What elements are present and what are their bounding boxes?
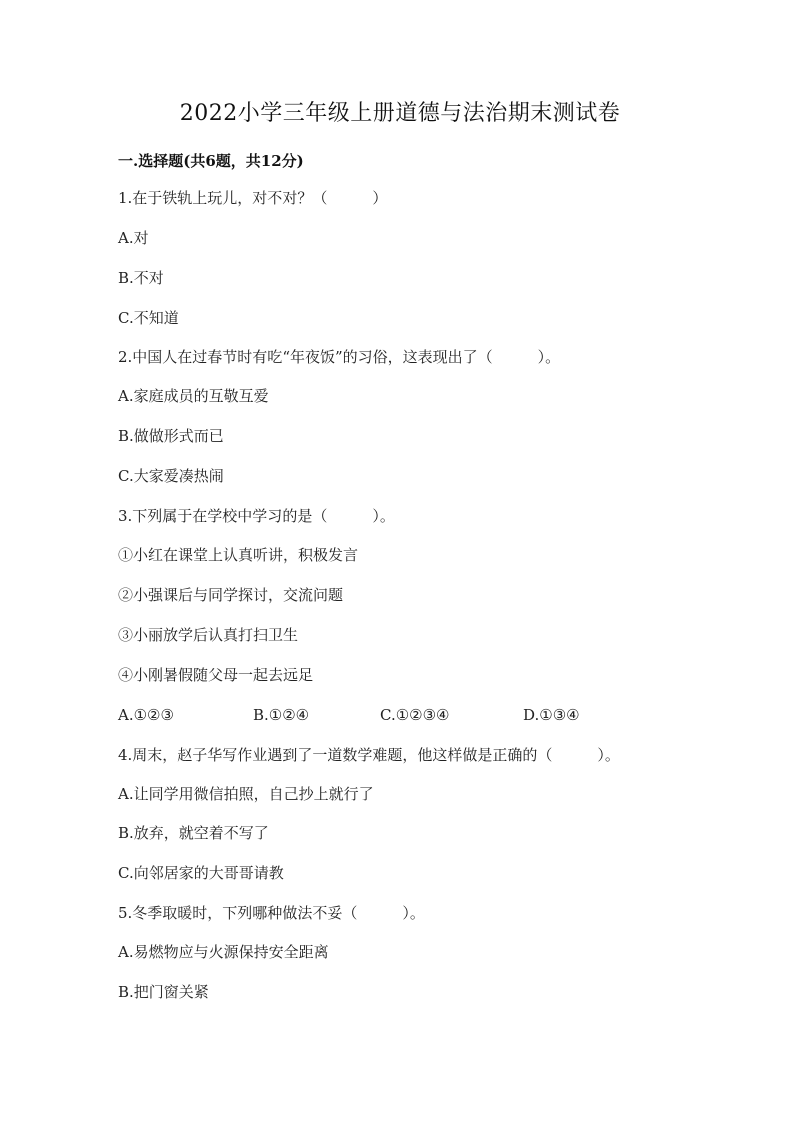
question-3-option-d: D.①③④	[523, 706, 580, 724]
question-3-option-b: B.①②④	[253, 706, 310, 724]
question-5-stem: 5.冬季取暖时，下列哪种做法不妥（ ）。	[118, 904, 425, 922]
question-1-option-a: A.对	[118, 229, 149, 247]
section-heading: 一.选择题(共6题，共12分)	[118, 152, 304, 170]
question-4-option-b: B.放弃，就空着不写了	[118, 824, 269, 842]
question-4-stem: 4.周末，赵子华写作业遇到了一道数学难题，他这样做是正确的（ ）。	[118, 746, 620, 764]
question-3-stem: 3.下列属于在学校中学习的是（ ）。	[118, 507, 395, 525]
question-2-option-a: A.家庭成员的互敬互爱	[118, 387, 269, 405]
question-5-option-b: B.把门窗关紧	[118, 983, 209, 1001]
question-3-option-c: C.①②③④	[380, 706, 450, 724]
question-3-options	[118, 705, 678, 725]
page-title: 2022小学三年级上册道德与法治期末测试卷	[179, 101, 621, 126]
question-3-option-a: A.①②③	[118, 706, 174, 724]
question-2-stem: 2.中国人在过春节时有吃“年夜饭”的习俗，这表现出了（ ）。	[118, 348, 561, 366]
question-3-statement-4: ④小刚暑假随父母一起去远足	[118, 666, 314, 684]
question-3-statement-1: ①小红在课堂上认真听讲，积极发言	[118, 546, 359, 564]
question-2-option-b: B.做做形式而已	[118, 427, 224, 445]
question-1-option-b: B.不对	[118, 269, 164, 287]
question-3-statement-3: ③小丽放学后认真打扫卫生	[118, 626, 299, 644]
question-4-option-c: C.向邻居家的大哥哥请教	[118, 864, 284, 882]
question-5-option-a: A.易燃物应与火源保持安全距离	[118, 943, 329, 961]
question-2-option-c: C.大家爱凑热闹	[118, 467, 224, 485]
question-1-option-c: C.不知道	[118, 309, 179, 327]
question-3-statement-2: ②小强课后与同学探讨，交流问题	[118, 586, 344, 604]
question-1-stem: 1.在于铁轨上玩儿，对不对？（ ）	[118, 189, 388, 207]
question-4-option-a: A.让同学用微信拍照，自己抄上就行了	[118, 785, 374, 803]
